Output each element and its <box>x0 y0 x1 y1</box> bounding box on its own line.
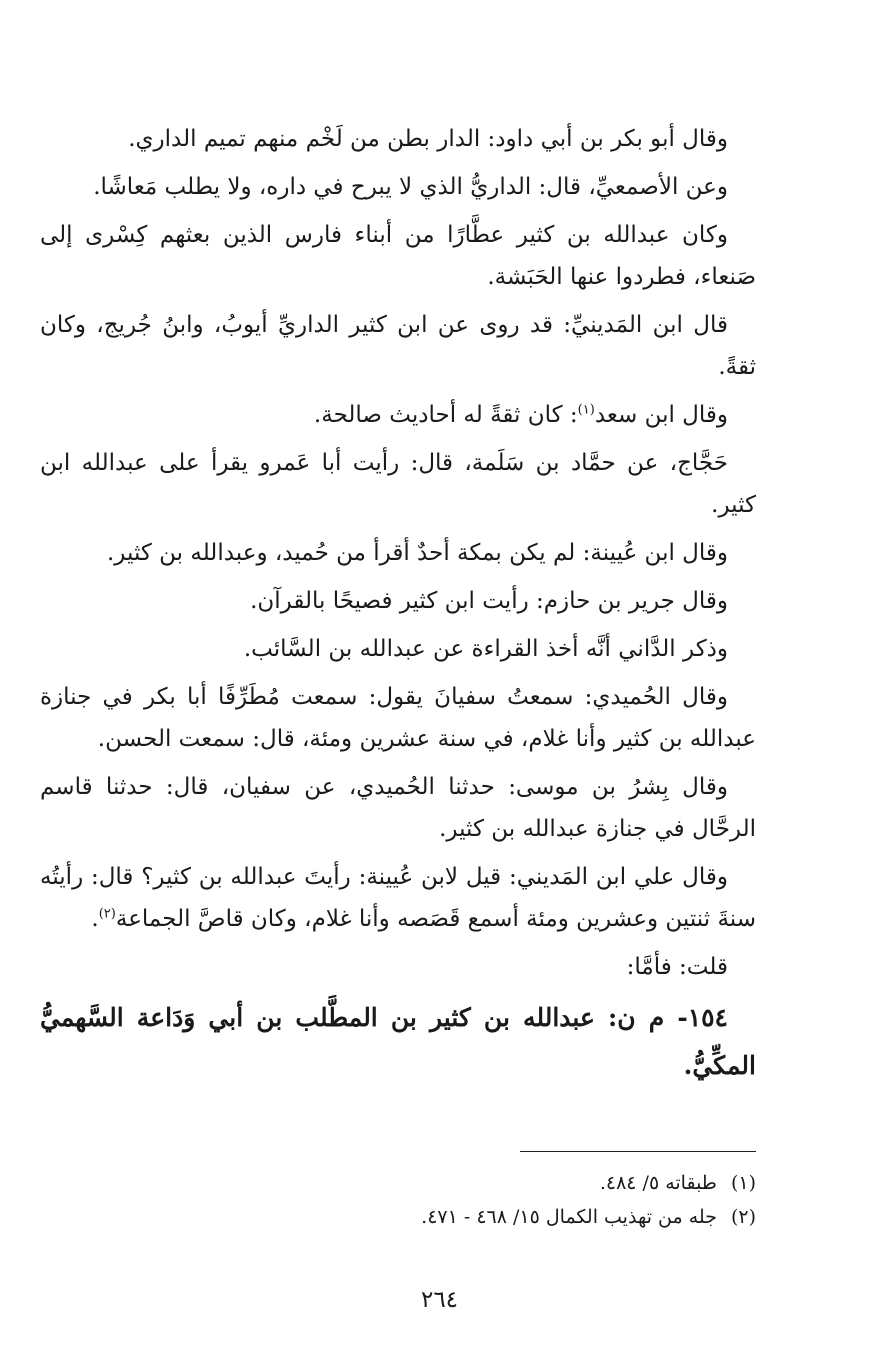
paragraph: وكان عبدالله بن كثير عطَّارًا من أبناء فارس الذين بعثهم كِسْرى إلى صَنعاء، فطردوا عنها الحَبَشة. <box>40 222 756 290</box>
footnote-ref[interactable]: (١) <box>577 402 595 418</box>
paragraph: وعن الأصمعيِّ، قال: الداريُّ الذي لا يبرح في داره، ولا يطلب مَعاشًا. <box>93 174 728 200</box>
footnotes <box>40 1166 756 1234</box>
paragraph: وقال علي ابن المَديني: قيل لابن عُيينة: رأيتَ عبدالله بن كثير؟ قال: رأيتُه سنةَ ثنتين وعشرين ومئة أسمع قَصَصه وأنا غلام، وكان قاصَّ الجماعة$^{(٢)}$. <box>40 864 756 932</box>
paragraph: وقال ابن سعد$^{(١)}$: كان ثقةً له أحاديث صالحة. <box>313 402 728 428</box>
paragraph: قلت: فأمَّا: <box>626 954 728 980</box>
paragraph: وقال ابن عُيينة: لم يكن بمكة أحدٌ أقرأ من حُميد، وعبدالله بن كثير. <box>107 540 728 566</box>
footnote-text: طبقاته ٥/ ٤٨٤. <box>599 1172 717 1194</box>
footnote-number: (٢) <box>730 1206 756 1228</box>
footnote <box>40 1200 756 1234</box>
footnote-ref[interactable]: (٢) <box>98 906 116 922</box>
paragraph: وقال أبو بكر بن أبي داود: الدار بطن من لَخْم منهم تميم الداري. <box>128 126 728 152</box>
footnote-divider <box>520 1151 756 1152</box>
paragraph: وذكر الدَّاني أنَّه أخذ القراءة عن عبدالله بن السَّائب. <box>243 636 728 662</box>
paragraph: وقال بِشرُ بن موسى: حدثنا الحُميدي، عن سفيان، قال: حدثنا قاسم الرحَّال في جنازة عبدالله بن كثير. <box>40 774 756 842</box>
page-number: ٢٦٤ <box>420 1287 459 1313</box>
footnote-text: جله من تهذيب الكمال ١٥/ ٤٦٨ - ٤٧١. <box>421 1206 717 1228</box>
entry-heading: ١٥٤- م ن: عبدالله بن كثير بن المطَّلب بن أبي وَدَاعة السَّهميُّ المكِّيُّ. <box>40 1003 756 1080</box>
footnote <box>40 1166 756 1200</box>
paragraph: وقال الحُميدي: سمعتُ سفيانَ يقول: سمعت مُطَرِّفًا أبا بكر في جنازة عبدالله بن كثير وأنا غلام، في سنة عشرين ومئة، قال: سمعت الحسن. <box>40 684 756 752</box>
paragraph: قال ابن المَدينيِّ: قد روى عن ابن كثير الداريِّ أيوبُ، وابنُ جُريج، وكان ثقةً. <box>40 312 756 380</box>
paragraph: حَجَّاج، عن حمَّاد بن سَلَمة، قال: رأيت أبا عَمرو يقرأ على عبدالله ابن كثير. <box>40 450 756 518</box>
paragraph: وقال جرير بن حازم: رأيت ابن كثير فصيحًا بالقرآن. <box>250 588 728 614</box>
main-text <box>40 118 756 1090</box>
footnote-number: (١) <box>730 1172 756 1194</box>
